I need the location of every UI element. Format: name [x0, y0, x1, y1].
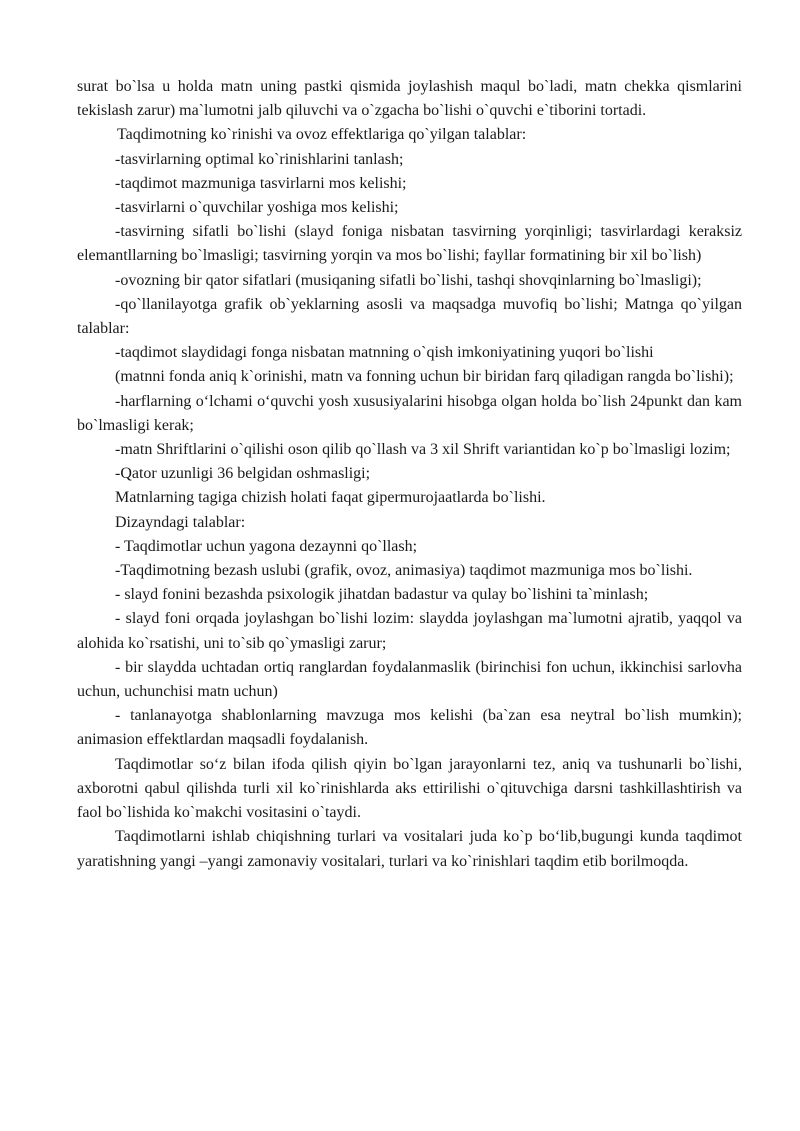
document-page: [77, 75, 742, 874]
paragraph: Taqdimotlarni ishlab chiqishning turlari va vositalari juda ko`p bo‘lib,bugungi kunda taqdimot yaratishning yangi –yangi zamonaviy vositalari, turlari va ko`rinishlari taqdim etib borilmoqda.: [77, 828, 742, 870]
paragraph: -ovozning bir qator sifatlari (musiqaning sifatli bo`lishi, tashqi shovqinlarning bo`lmasligi);: [115, 271, 702, 289]
paragraph: -taqdimot slaydidagi fonga nisbatan matnning o`qish imkoniyatining yuqori bo`lishi: [115, 344, 654, 362]
paragraph: Matnlarning tagiga chizish holati faqat gipermurojaatlarda bo`lishi.: [115, 489, 546, 507]
paragraph: - Taqdimotlar uchun yagona dezaynni qo`llash;: [115, 537, 418, 555]
paragraph: -Qator uzunligi 36 belgidan oshmasligi;: [115, 465, 371, 483]
paragraph: -taqdimot mazmuniga tasvirlarni mos kelishi;: [115, 174, 407, 192]
paragraph: -qo`llanilayotga grafik ob`yeklarning asosli va maqsadga muvofiq bo`lishi; Matnga qo`yilgan talablar:: [77, 295, 742, 338]
paragraph: -harflarning o‘lchami o‘quvchi yosh xususiyalarini hisobga olgan holda bo`lish 24punkt dan kam bo`lmasligi kerak;: [77, 392, 742, 434]
paragraph: Taqdimotlar so‘z bilan ifoda qilish qiyin bo`lgan jarayonlarni tez, aniq va tushunarli bo`lishi, axborotni qabul qilishda turli xil ko`rinishlarda aks ettirilishi o`qituvchiga darsni tashkillashtirish va faol bo`lishida ko`makchi vositasini o`taydi.: [77, 755, 742, 822]
paragraph: (matnni fonda aniq k`orinishi, matn va fonning uchun bir biridan farq qiladigan rangda bo`lishi);: [115, 368, 734, 386]
paragraph: - bir slaydda uchtadan ortiq ranglardan foydalanmaslik (birinchisi fon uchun, ikkinchisi sarlovha uchun, uchunchisi matn uchun): [77, 658, 742, 701]
paragraph: -tasvirlarning optimal ko`rinishlarini tanlash;: [115, 150, 404, 168]
paragraph: - tanlanayotga shablonlarning mavzuga mos kelishi (ba`zan esa neytral bo`lish mumkin); animasion effektlardan maqsadli foydalanish.: [77, 707, 742, 749]
paragraph: -matn Shriftlarini o`qilishi oson qilib qo`llash va 3 xil Shrift variantidan ko`p bo`lmasligi lozim;: [115, 441, 731, 459]
paragraph: -tasvirning sifatli bo`lishi (slayd foniga nisbatan tasvirning yorqinligi; tasvirlardagi keraksiz elemantllarning bo`lmasligi; tasvirning yorqin va mos bo`lishi; fayllar formatining bir xil bo`lish): [77, 223, 742, 265]
paragraph: -Taqdimotning bezash uslubi (grafik, ovoz, animasiya) taqdimot mazmuniga mos bo`lishi.: [115, 562, 693, 580]
paragraph: Taqdimotning ko`rinishi va ovoz effektlariga qo`yilgan talablar:: [117, 126, 527, 144]
paragraph: surat bo`lsa u holda matn uning pastki qismida joylashish maqul bo`ladi, matn chekka qismlarini tekislash zarur) ma`lumotni jalb qiluvchi va o`zgacha bo`lishi o`quvchi e`tiborini tortadi.: [77, 78, 742, 120]
paragraph: - slayd foni orqada joylashgan bo`lishi lozim: slaydda joylashgan ma`lumotni ajratib, yaqqol va alohida ko`rsatishi, uni to`sib qo`ymasligi zarur;: [77, 610, 742, 652]
paragraph: - slayd fonini bezashda psixologik jihatdan badastur va qulay bo`lishini ta`minlash;: [115, 586, 649, 604]
paragraph: Dizayndagi talablar:: [115, 513, 246, 531]
paragraph: -tasvirlarni o`quvchilar yoshiga mos kelishi;: [115, 199, 399, 217]
